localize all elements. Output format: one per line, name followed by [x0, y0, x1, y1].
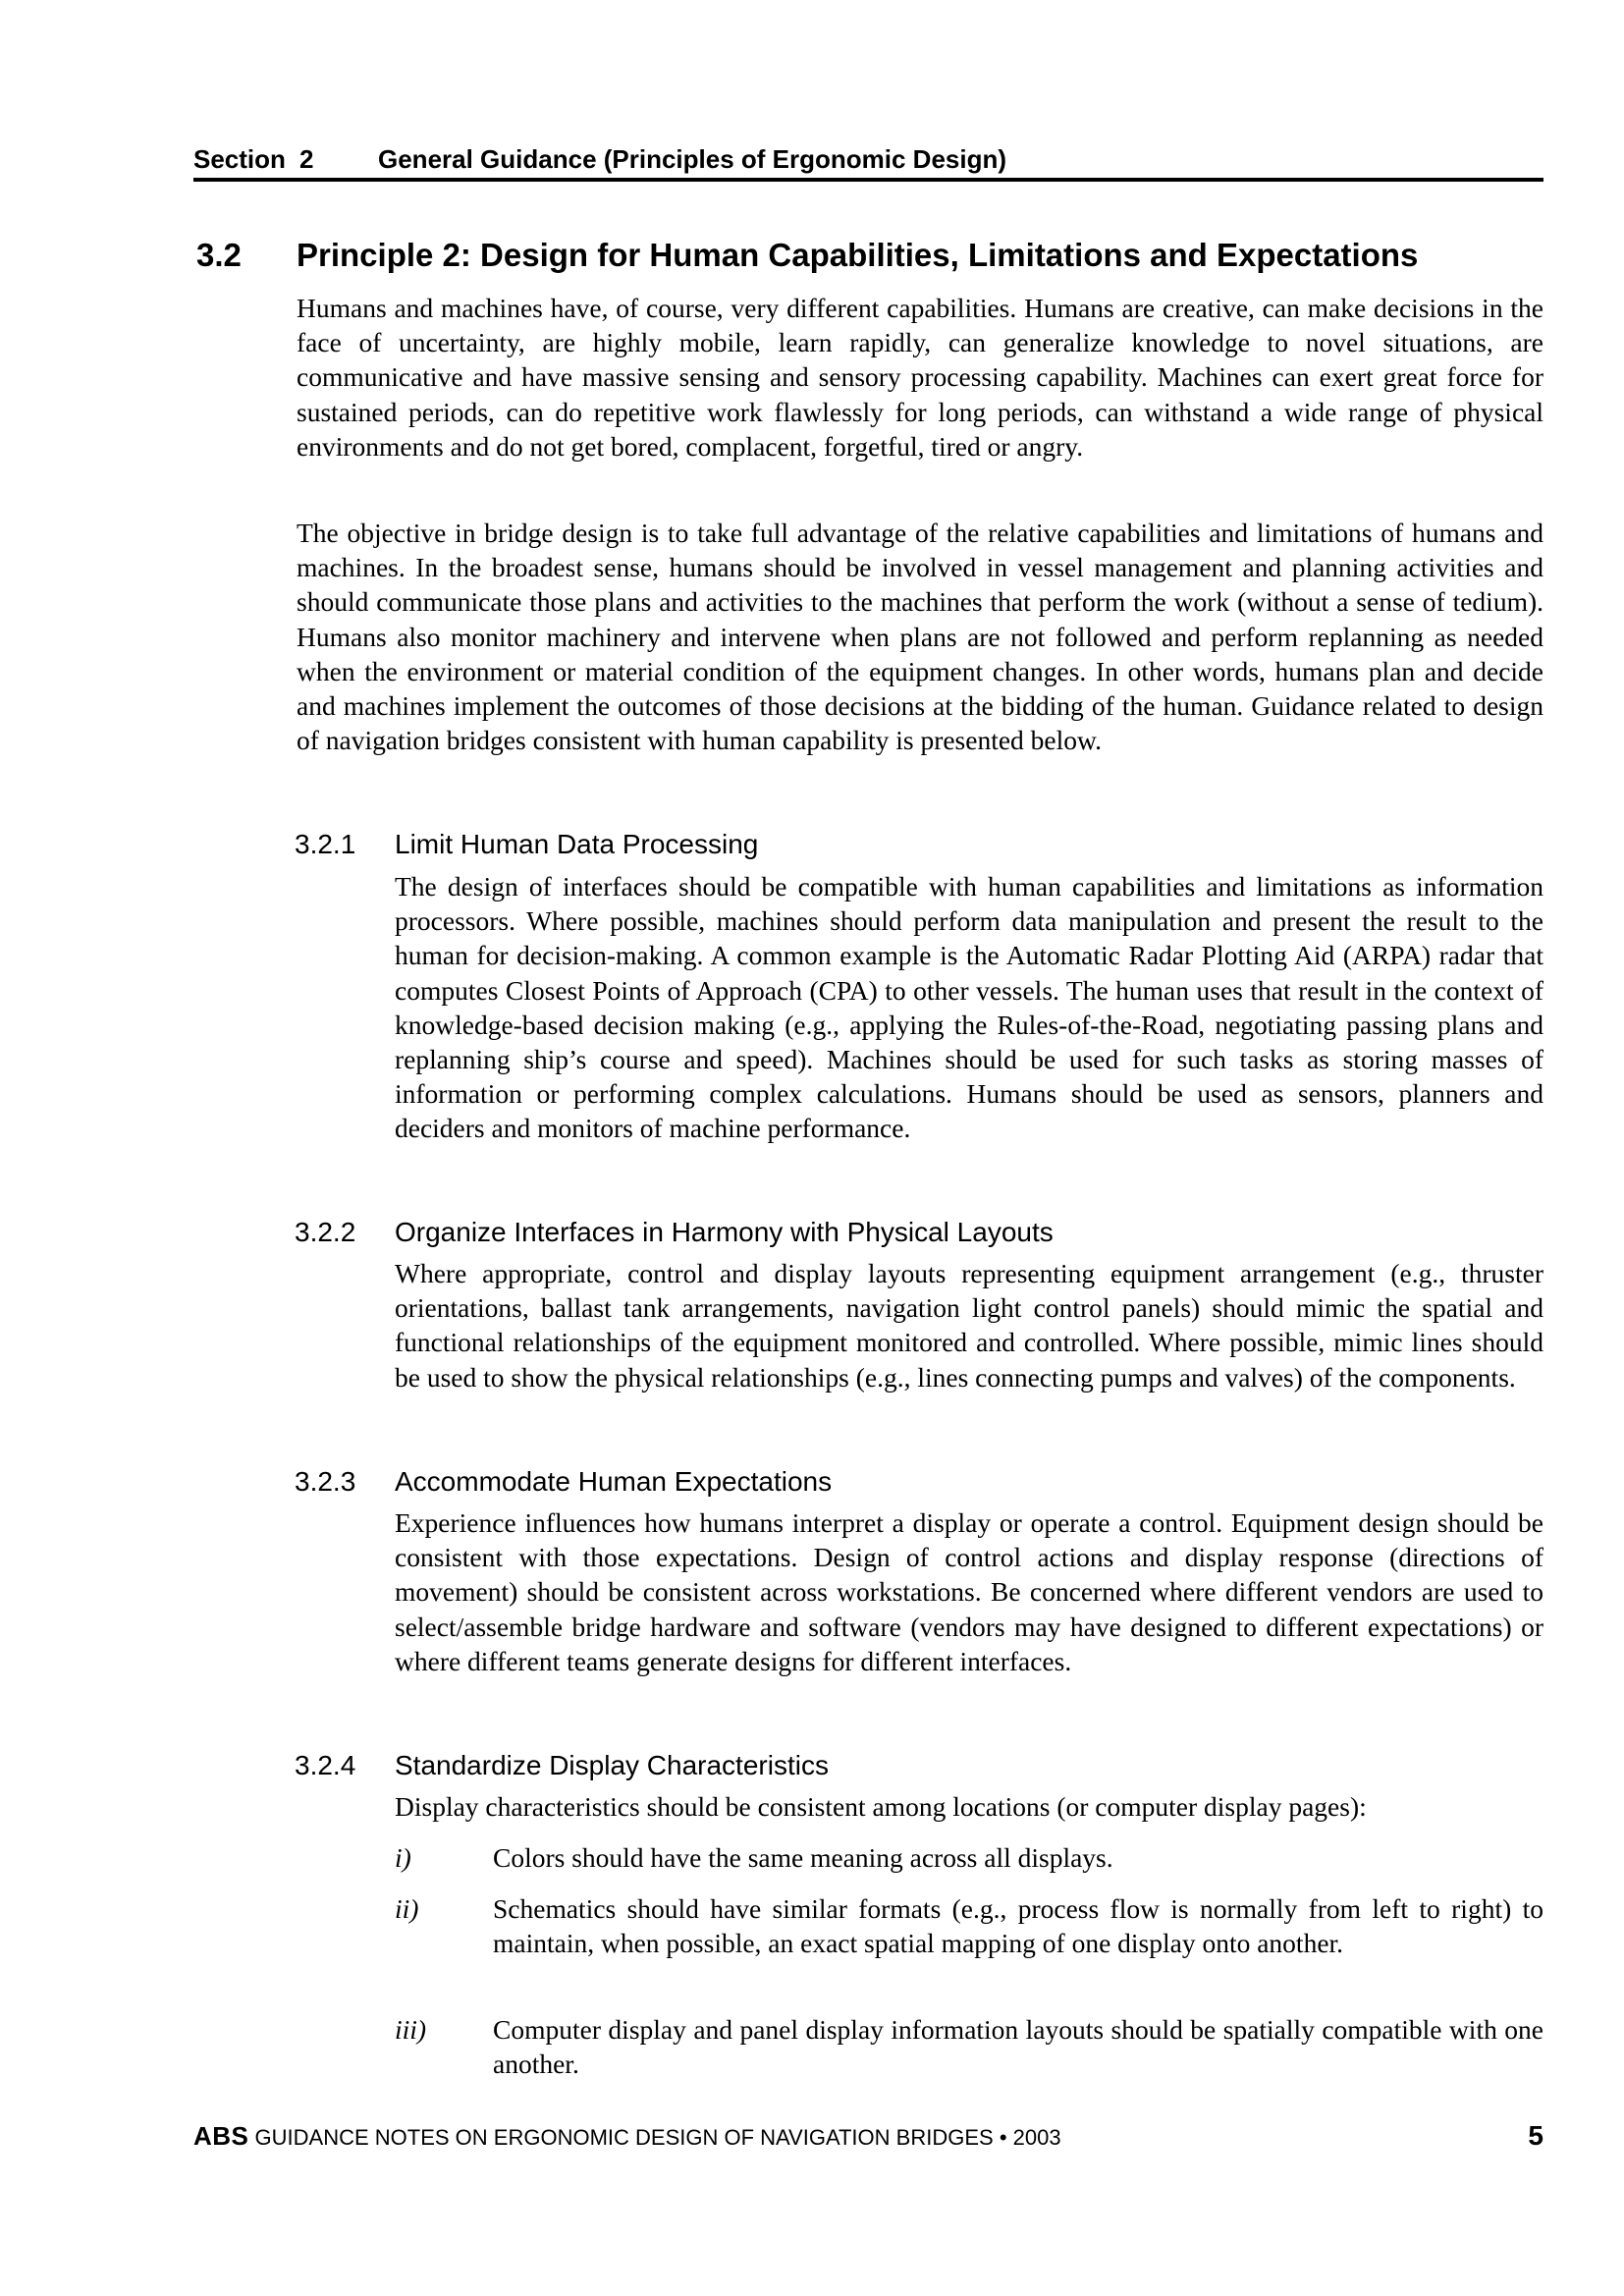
- subsection-title: Limit Human Data Processing: [395, 829, 759, 859]
- list-item-text: Colors should have the same meaning across all displays.: [493, 1842, 1113, 1873]
- list-item-text: Schematics should have similar formats (e.g., process flow is normally from left to right) to maintain, when possible, an exact spatial mapping of one display onto another.: [493, 1893, 1543, 1959]
- subsection-number: 3.2.1: [295, 829, 356, 859]
- footer-title: GUIDANCE NOTES ON ERGONOMIC DESIGN OF NAVIGATION BRIDGES: [254, 2125, 994, 2150]
- subsection-paragraph-3-2-2: Where appropriate, control and display layouts representing equipment arrangement (e.g., thruster orientations, ballast tank arrangements, navigation light control panels) should mimic the spatial and functional relationships of the equipment monitored and controlled. Where possible, mimic lines should be used to show the physical relationships (e.g., lines connecting pumps and valves) of the components.: [395, 1258, 1543, 1393]
- subsection-paragraph-3-2-3: Experience influences how humans interpret a display or operate a control. Equipment design should be consistent with those expectations. Design of control actions and display response (directions of movement) should be consistent across workstations. Be concerned where different vendors are used to select/assemble bridge hardware and software (vendors may have designed to different expectations) or where different teams generate designs for different interfaces.: [395, 1507, 1543, 1676]
- subsection-paragraph-3-2-4: Display characteristics should be consistent among locations (or computer display pages):: [395, 1791, 1367, 1822]
- footer-bullet: •: [999, 2125, 1007, 2150]
- list-item-text: Computer display and panel display information layouts should be spatially compatible with one another.: [493, 2014, 1543, 2080]
- footer-brand-logo: ABS: [193, 2121, 249, 2151]
- section-title: Principle 2: Design for Human Capabilities, Limitations and Expectations: [297, 237, 1419, 273]
- running-header: [193, 143, 1543, 175]
- footer-year: 2003: [1012, 2125, 1061, 2150]
- intro-paragraph-1: Humans and machines have, of course, very different capabilities. Humans are creative, can make decisions in the face of uncertainty, are highly mobile, learn rapidly, can generalize knowledge to novel situations, are communicative and have massive sensing and sensory processing capability. Machines can exert great force for sustained periods, can do repetitive work flawlessly for long periods, can withstand a wide range of physical environments and do not get bored, complacent, forgetful, tired or angry.: [297, 293, 1543, 462]
- subsection-number: 3.2.4: [295, 1750, 356, 1780]
- subsection-title: Accommodate Human Expectations: [395, 1466, 833, 1497]
- list-item-marker: i): [395, 1842, 411, 1873]
- running-footer: [193, 2119, 1543, 2153]
- header-rule: [193, 178, 1543, 182]
- header-section-title: General Guidance (Principles of Ergonomic Design): [378, 144, 1007, 174]
- header-section-number: 2: [299, 144, 314, 174]
- header-section-word: Section: [193, 144, 286, 174]
- subsection-title: Standardize Display Characteristics: [395, 1750, 829, 1780]
- list-item-marker: iii): [395, 2014, 427, 2045]
- list-item-marker: ii): [395, 1893, 419, 1924]
- subsection-paragraph-3-2-1: The design of interfaces should be compatible with human capabilities and limitations as information processors. Where possible, machines should perform data manipulation and present the result to the human for decision-making. A common example is the Automatic Radar Plotting Aid (ARPA) radar that computes Closest Points of Approach (CPA) to other vessels. The human uses that result in the context of knowledge-based decision making (e.g., applying the Rules-of-the-Road, negotiating passing plans and replanning ship’s course and speed). Machines should be used for such tasks as storing masses of information or performing complex calculations. Humans should be used as sensors, planners and deciders and monitors of machine performance.: [395, 871, 1543, 1144]
- subsection-number: 3.2.3: [295, 1466, 356, 1497]
- subsection-number: 3.2.2: [295, 1217, 356, 1247]
- intro-paragraph-2: The objective in bridge design is to take full advantage of the relative capabilities and limitations of humans and machines. In the broadest sense, humans should be involved in vessel management and planning activities and should communicate those plans and activities to the machines that perform the work (without a sense of tedium). Humans also monitor machinery and intervene when plans are not followed and perform replanning as needed when the environment or material condition of the equipment changes. In other words, humans plan and decide and machines implement the outcomes of those decisions at the bidding of the human. Guidance related to design of navigation bridges consistent with human capability is presented below.: [297, 518, 1543, 756]
- subsection-title: Organize Interfaces in Harmony with Physical Layouts: [395, 1217, 1054, 1247]
- section-number: 3.2: [196, 237, 242, 273]
- page-number: 5: [1528, 2120, 1543, 2151]
